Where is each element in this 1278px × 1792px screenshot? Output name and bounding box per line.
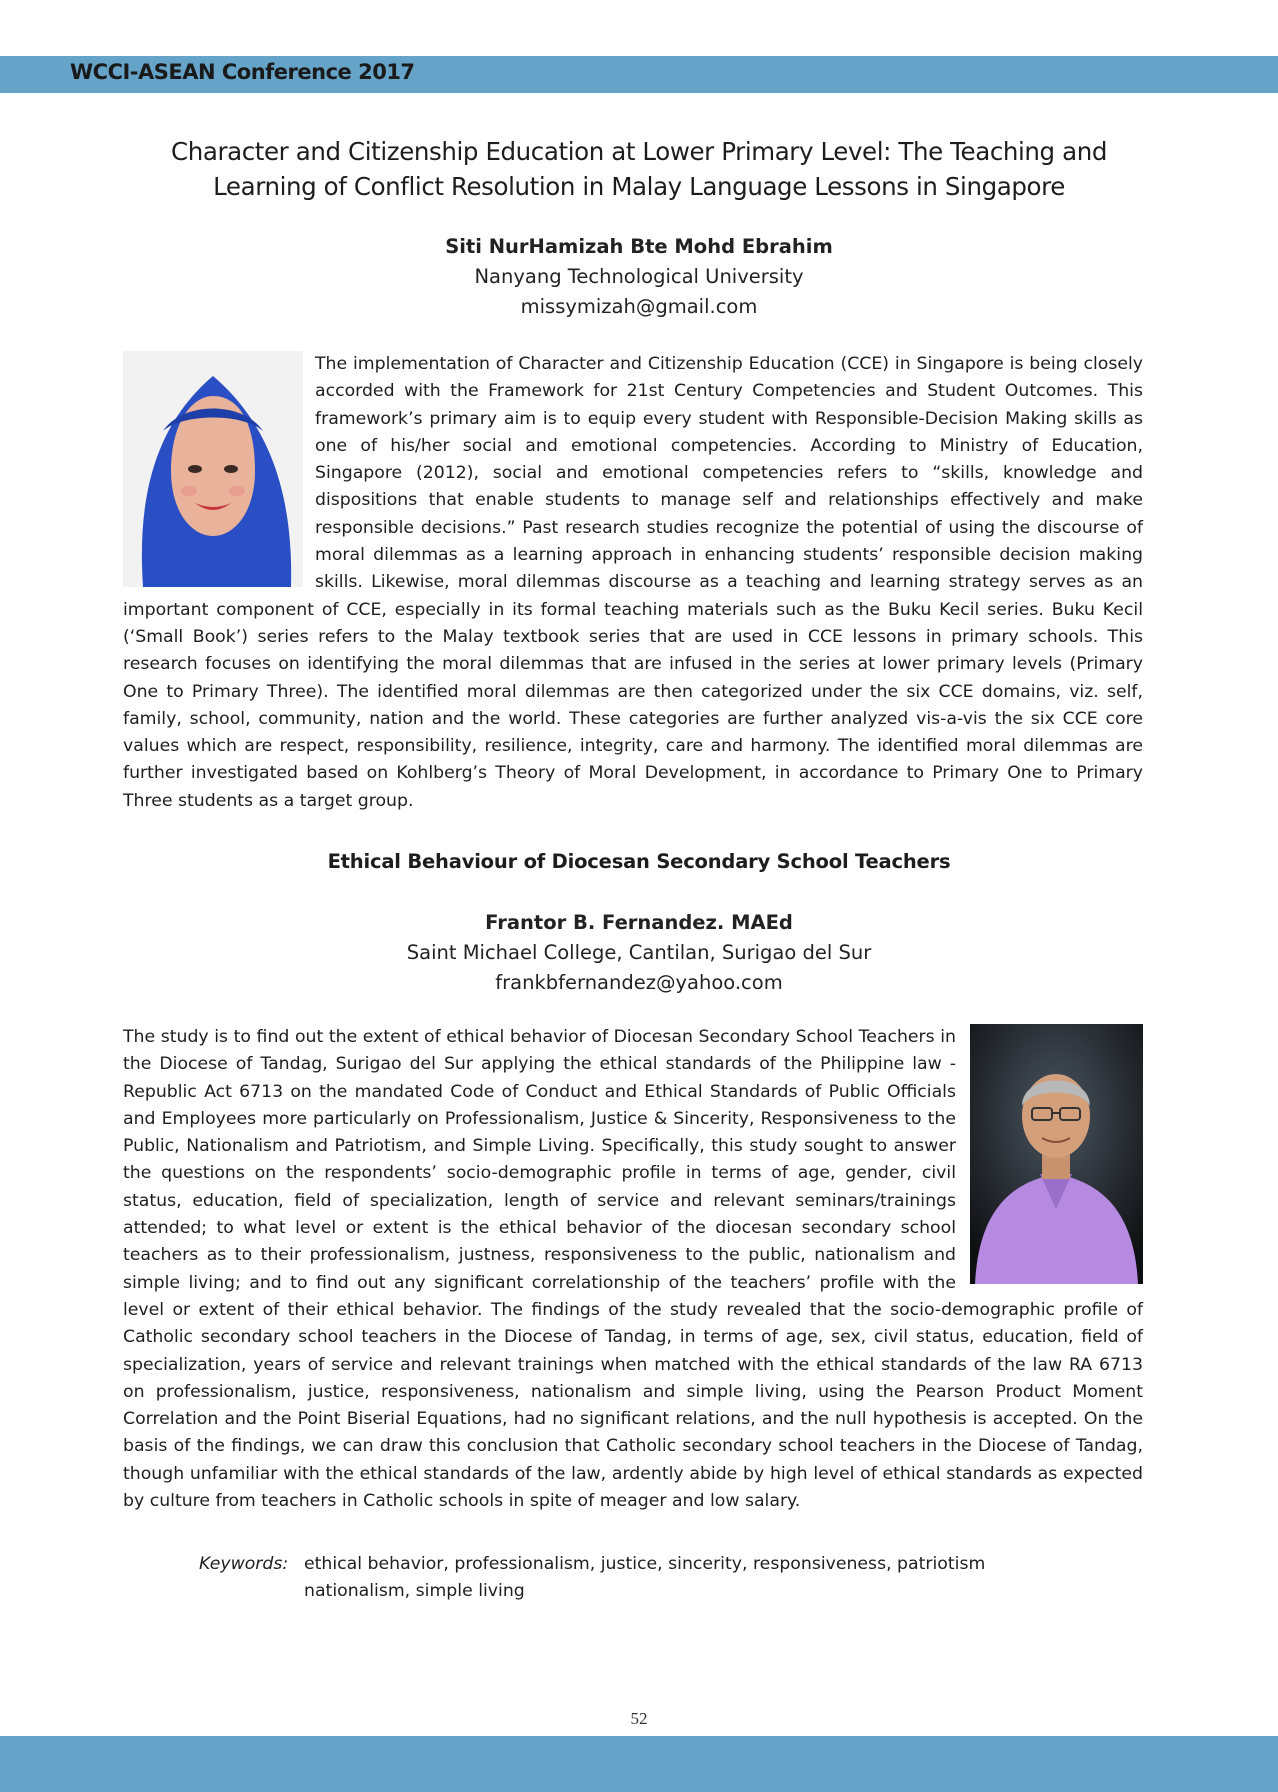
conference-title: WCCI-ASEAN Conference 2017 <box>70 60 415 84</box>
paper1-title-line2: Learning of Conflict Resolution in Malay Language Lessons in Singapore <box>213 172 1065 201</box>
author1-portrait-image <box>123 351 303 587</box>
paper1-title <box>120 134 1158 204</box>
paper2-keywords <box>199 1551 1099 1605</box>
paper2-title: Ethical Behaviour of Diocesan Secondary School Teachers <box>327 850 951 873</box>
paper1-abstract: The implementation of Character and Citizenship Education (CCE) in Singapore is being closely accorded with the Framework for 21st Century Competencies and Student Outcomes. This framework’s primary aim is to equip every student with Responsible-Decision Making skills as one of his/her social and emotional competencies. According to Ministry of Education, Singapore (2012), social and emotional competencies refers to “skills, knowledge and dispositions that enable students to manage self and relationships effectively and make responsible decisions.” Past research studies recognize the potential of using the discourse of moral dilemmas as a learning approach in enhancing students’ responsible decision making skills. Likewise, moral dilemmas discourse as a teaching and learning strategy serves as an important component of CCE, especially in its formal teaching materials such as the Buku Kecil series. Buku Kecil (‘Small Book’) series refers to the Malay textbook series that are used in CCE lessons in primary schools. This research focuses on identifying the moral dilemmas that are infused in the series at lower primary levels (Primary One to Primary Three). The identified moral dilemmas are then categorized under the six CCE domains, viz. self, family, school, community, nation and the world. These categories are further analyzed vis-a-vis the six CCE core values which are respect, responsibility, resilience, integrity, care and harmony. The identified moral dilemmas are further investigated based on Kohlberg’s Theory of Moral Development, in accordance to Primary One to Primary Three students as a target group. <box>123 354 1143 811</box>
author1-photo <box>123 351 303 587</box>
author2-portrait-image <box>970 1024 1143 1284</box>
keywords-line1: ethical behavior, professionalism, justice, sincerity, responsiveness, patriotism <box>304 1554 986 1574</box>
paper2-byline <box>120 908 1158 998</box>
paper1-affiliation: Nanyang Technological University <box>474 265 804 288</box>
header-band <box>0 56 1278 93</box>
paper2-abstract-block <box>123 1024 1143 1515</box>
paper1-title-line1: Character and Citizenship Education at Lower Primary Level: The Teaching and <box>171 137 1107 166</box>
paper2-email: frankbfernandez@yahoo.com <box>495 971 783 994</box>
footer-band <box>0 1736 1278 1792</box>
keywords-label: Keywords: <box>199 1554 289 1574</box>
paper1-byline <box>120 232 1158 322</box>
author2-photo <box>970 1024 1143 1284</box>
keywords-line2: nationalism, simple living <box>304 1581 525 1601</box>
paper2-affiliation: Saint Michael College, Cantilan, Surigao del Sur <box>406 941 872 964</box>
paper1-email: missymizah@gmail.com <box>520 295 758 318</box>
paper2-abstract: The study is to find out the extent of ethical behavior of Diocesan Secondary School Teachers in the Diocese of Tandag, Surigao del Sur applying the ethical standards of the Philippine law - Republic Act 6713 on the mandated Code of Conduct and Ethical Standards of Public Officials and Employees more particularly on Professionalism, Justice & Sincerity, Responsiveness to the Public, Nationalism and Patriotism, and Simple Living. Specifically, this study sought to answer the questions on the respondents’ socio-demographic profile in terms of age, gender, civil status, education, field of specialization, length of service and relevant seminars/trainings attended; to what level or extent is the ethical behavior of the diocesan secondary school teachers as to their professionalism, justness, responsiveness to the public, nationalism and simple living; and to find out any significant correlationship of the teachers’ profile with the level or extent of their ethical behavior. The findings of the study revealed that the socio-demographic profile of Catholic secondary school teachers in the Diocese of Tandag, in terms of age, sex, civil status, education, field of specialization, years of service and relevant trainings when matched with the ethical standards of the law RA 6713 on professionalism, justice, responsiveness, nationalism and simple living, using the Pearson Product Moment Correlation and the Point Biserial Equations, had no significant relations, and the null hypothesis is accepted. On the basis of the findings, we can draw this conclusion that Catholic secondary school teachers in the Diocese of Tandag, though unfamiliar with the ethical standards of the law, ardently abide by high level of ethical standards as expected by culture from teachers in Catholic schools in spite of meager and low salary. <box>123 1027 1143 1512</box>
paper1-author: Siti NurHamizah Bte Mohd Ebrahim <box>445 235 833 258</box>
paper1-abstract-block <box>123 351 1143 815</box>
paper2-author: Frantor B. Fernandez. MAEd <box>485 911 793 934</box>
page-number: 52 <box>630 1709 648 1728</box>
